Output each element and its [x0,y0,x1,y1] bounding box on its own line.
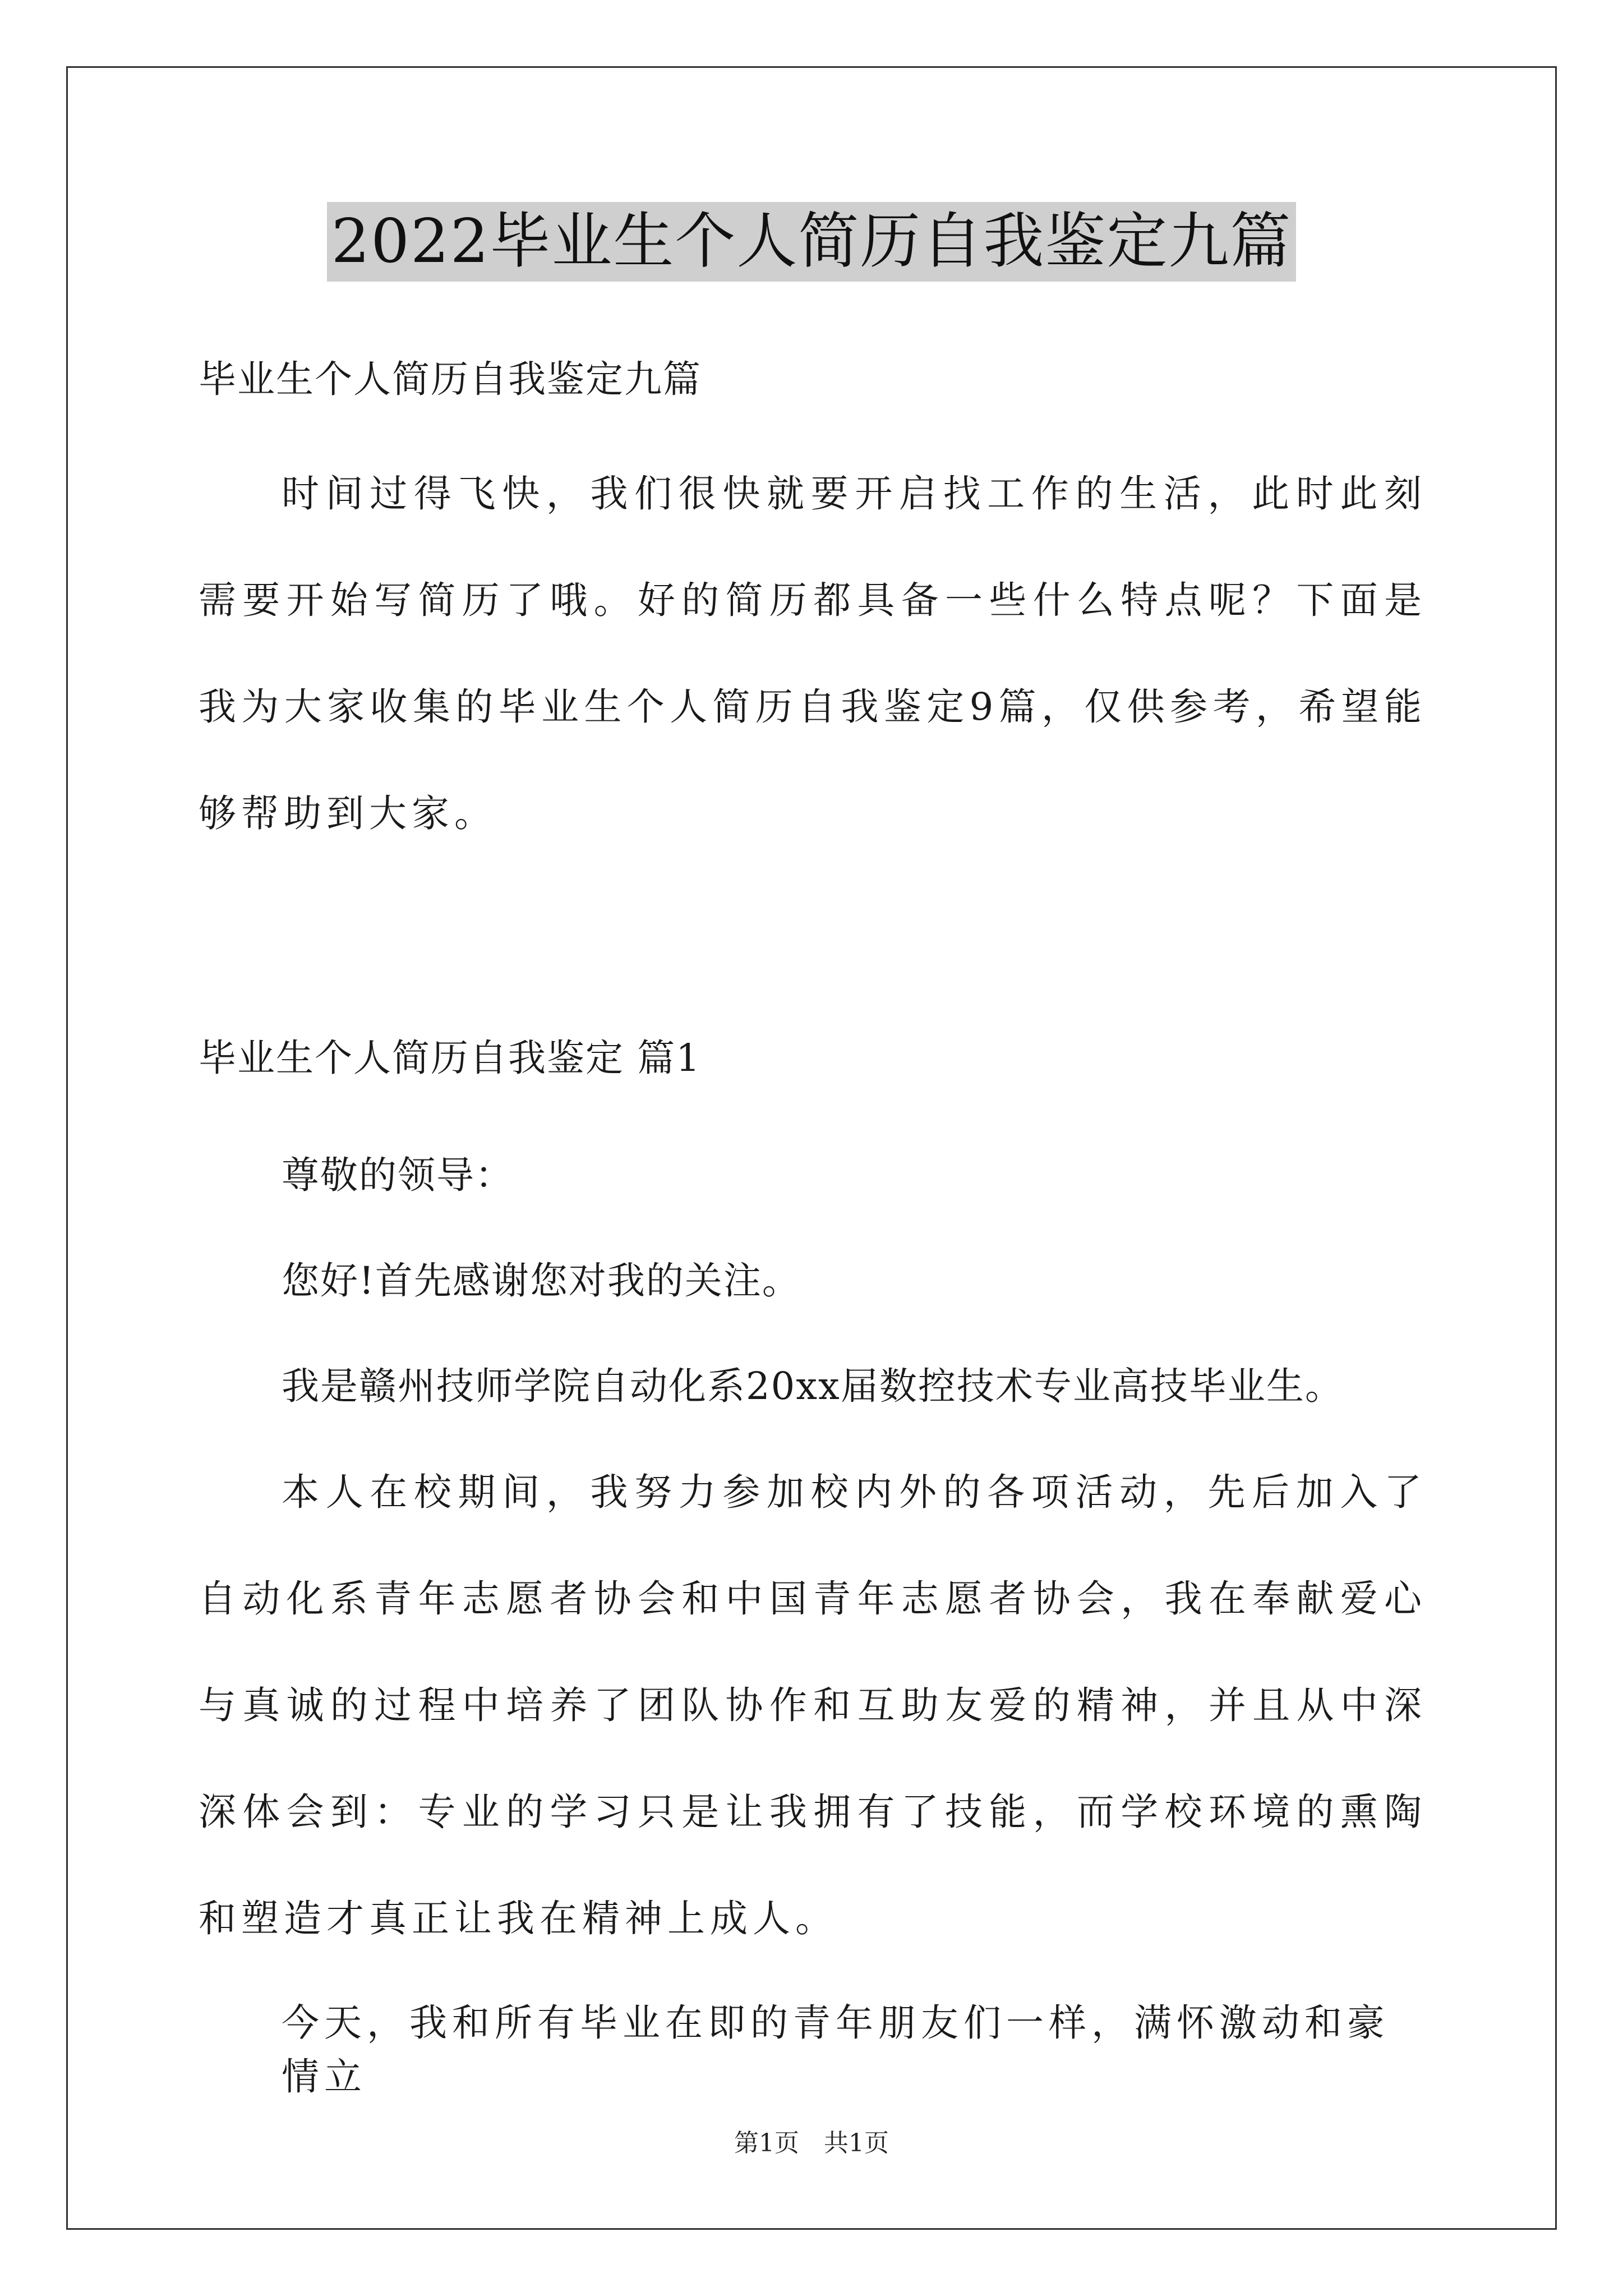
document-subtitle: 毕业生个人简历自我鉴定九篇 [199,357,702,401]
school-paragraph: 本人在校期间，我努力参加校内外的各项活动，先后加入了自动化系青年志愿者协会和中国青年志愿者协会，我在奉献爱心与真诚的过程中培养了团队协作和互助友爱的精神，并且从中深深体会到：专业的学习只是让我拥有了技能，而学校环境的熏陶和塑造才真正让我在精神上成人。 [199,1470,1427,1940]
greeting: 您好!首先感谢您对我的关注。 [282,1259,801,1303]
intro-paragraph: 时间过得飞快，我们很快就要开启找工作的生活，此时此刻需要开始写简历了哦。好的简历都具备一些什么特点呢？下面是我为大家收集的毕业生个人简历自我鉴定9篇，仅供参考，希望能够帮助到大家。 [199,472,1427,835]
document-title: 2022毕业生个人简历自我鉴定九篇 [327,202,1297,282]
identity-paragraph: 我是赣州技师学院自动化系20xx届数控技术专业高技毕业生。 [282,1364,1344,1408]
page-footer: 第1页 共1页 [734,2129,889,2157]
section-heading-1: 毕业生个人简历自我鉴定 篇1 [199,1036,701,1080]
today-paragraph: 今天，我和所有毕业在即的青年朋友们一样，满怀激动和豪情立 [282,2001,1390,2099]
salutation: 尊敬的领导： [282,1153,514,1197]
title-container [0,202,1623,282]
